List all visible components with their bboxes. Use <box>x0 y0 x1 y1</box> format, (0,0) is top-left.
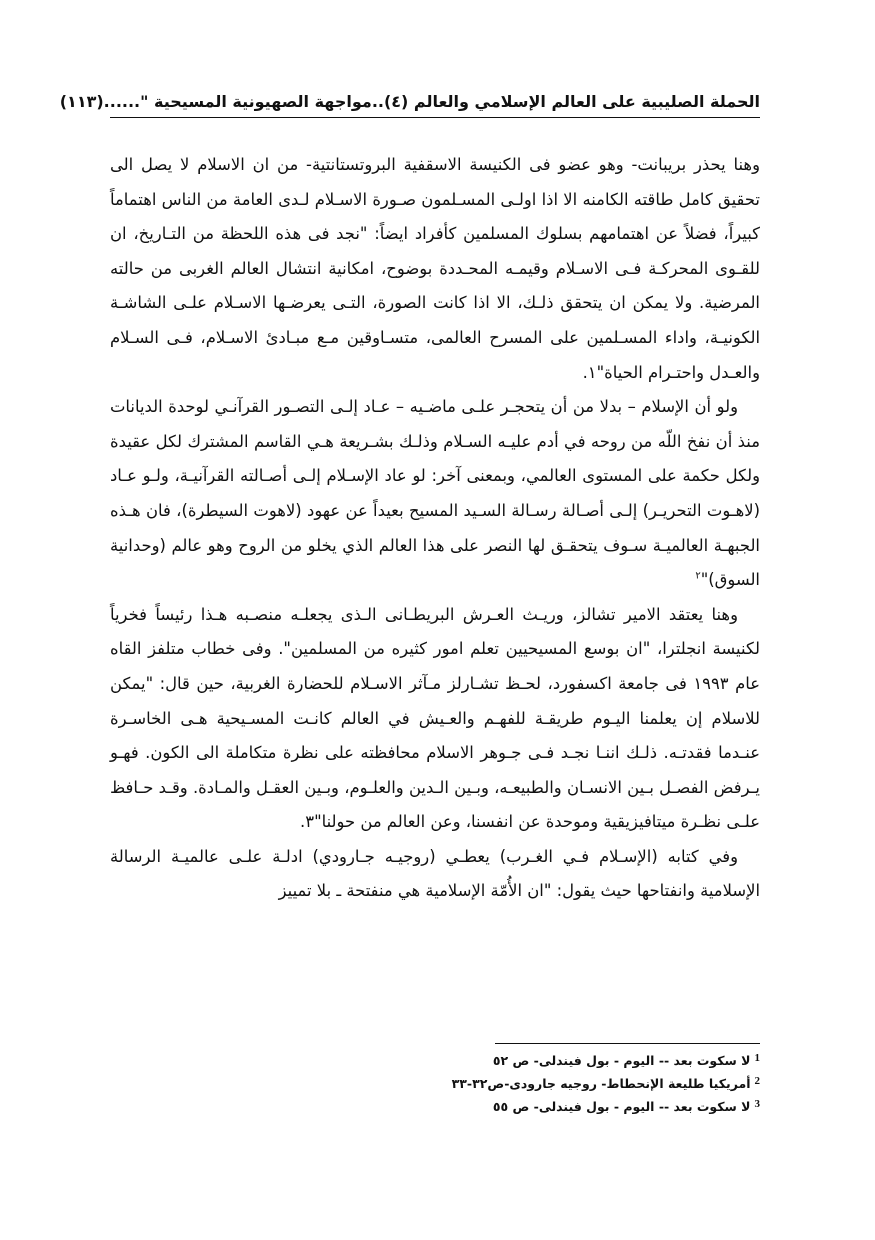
footnotes <box>110 1050 760 1119</box>
paragraph-text: وفي كتابه (الإسـلام فـي الغـرب) يعطـي (روجيـه جـارودي) ادلـة علـى عالميـة الرسالة الإسلامية وانفتاحها حيث يقول: "ان الأُمّة الإسلامية هي منفتحة ـ بلا تمييز <box>110 846 760 901</box>
paragraph-2 <box>110 390 760 598</box>
paragraph-1 <box>110 148 760 390</box>
footnote-number: 3 <box>754 1098 760 1110</box>
paragraph-text: وهنا يحذر بريبانت- وهو عضو فى الكنيسة الاسقفية البروتستانتية- من ان الاسلام لا يصل الى تحقيق كامل طاقته الكامنه الا اذا اولـى المسـلمون صـورة الاسـلام لـدى العامة من الناس اهتماماً كبيراً، فضلاً عن اهتمامهم بسلوك المسلمين كأفراد ايضاً: "نجد فى هذه اللحظة من التـاريخ، ان للقـوى المحركـة فـى الاسـلام وقيمـه المحـددة بوضوح، امكانية انتشال العالم الغربى من حالته المرضية. ولا يمكن ان يتحقق ذلـك، الا اذا كانت الصورة، التـى يعرضـها الاسـلام علـى الشاشـة الكونيـة، واداء المسـلمين على المسرح العالمى، متسـاوقين مـع مبـادئ الاسـلام، فـى السـلام والعـدل واحتـرام الحياة" <box>110 155 760 382</box>
footnote-number: 1 <box>754 1052 760 1064</box>
footnote-text: لا سكوت بعد -- اليوم - بول فيندلى- ص ٥٥ <box>492 1099 751 1114</box>
paragraph-text: ولو أن الإسلام – بدلا من أن يتحجـر علـى ماضـيه – عـاد إلـى التصـور القرآنـي لوحدة الديانات منذ أن نفخ اللّه من روحه في أدم عليـه السـلام وذلـك بشـريعة هـي القاسم المشترك لكل عقيدة ولكل حكمة على المستوى العالمي، وبمعنى آخر: لو عاد الإسـلام إلـى أصـالته القرآنيـة، ولـو عـاد (لاهـوت التحريـر) إلـى أصـالة رسـالة السـيد المسيح بعيداً عن عهود (لاهوت السيطرة)، فان هـذه الجبهـة العالميـة سـوف يتحقـق لها النصر على هذا العالم الذي يخلو من الروح وهو عالم (وحدانية السوق)" <box>110 397 760 590</box>
page-number: (١١٣) <box>59 92 104 111</box>
footnote-ref-1: ١. <box>582 362 597 382</box>
header-title: الحملة الصليبية على العالم الإسلامي والعالم (٤)..مواجهة الصهيونية المسيحية "...... <box>103 92 760 111</box>
footnote-text: لا سكوت بعد -- اليوم - بول فيندلى- ص ٥٢ <box>492 1053 751 1068</box>
footnote-number: 2 <box>754 1075 760 1087</box>
body-text <box>110 148 760 909</box>
paragraph-text: وهنا يعتقد الامير تشالز، وريـث العـرش البريطـانى الـذى يجعلـه منصـبه هـذا رئيساً فخرياً لكنيسة انجلترا، "ان بوسع المسيحيين تعلم امور كثيره من المسلمين". وفى خطاب متلفز القاه عام ١٩٩٣ فى جامعة اكسفورد، لحـظ تشـارلز مـآثر الاسـلام للحضارة الغربية، حين قال: "يمكن للاسلام إن يعلمنا اليـوم طريقـة للفهـم والعـيش في العالم كانـت المسـيحية هـى الخاسـرة عنـدما فقدتـه. ذلـك اننـا نجـد فـى جـوهر الاسلام محافظته على نظرة متكاملة الى الكون. فهـو يـرفض الفصـل بـين الانسـان والطبيعـه، وبـين الـدين والعلـوم، وبـين العقـل والمـادة. وقـد حـافظ علـى نظـرة ميتافيزيقية وموحدة عن انفسنا، وعن العالم من حولنا"٣. <box>110 604 760 832</box>
paragraph-4 <box>110 840 760 909</box>
paragraph-3 <box>110 598 760 840</box>
footnote-separator <box>495 1043 760 1044</box>
footnote-1 <box>110 1050 760 1073</box>
footnote-2 <box>110 1073 760 1096</box>
running-header <box>59 88 760 118</box>
footnote-ref-2: ٢ <box>695 570 701 582</box>
footnote-3 <box>110 1096 760 1119</box>
footnote-text: أمريكيا طليعة الإنحطاط- روجيه جارودى-ص٣٢-٣٣ <box>451 1076 751 1091</box>
document-page <box>59 0 760 1240</box>
